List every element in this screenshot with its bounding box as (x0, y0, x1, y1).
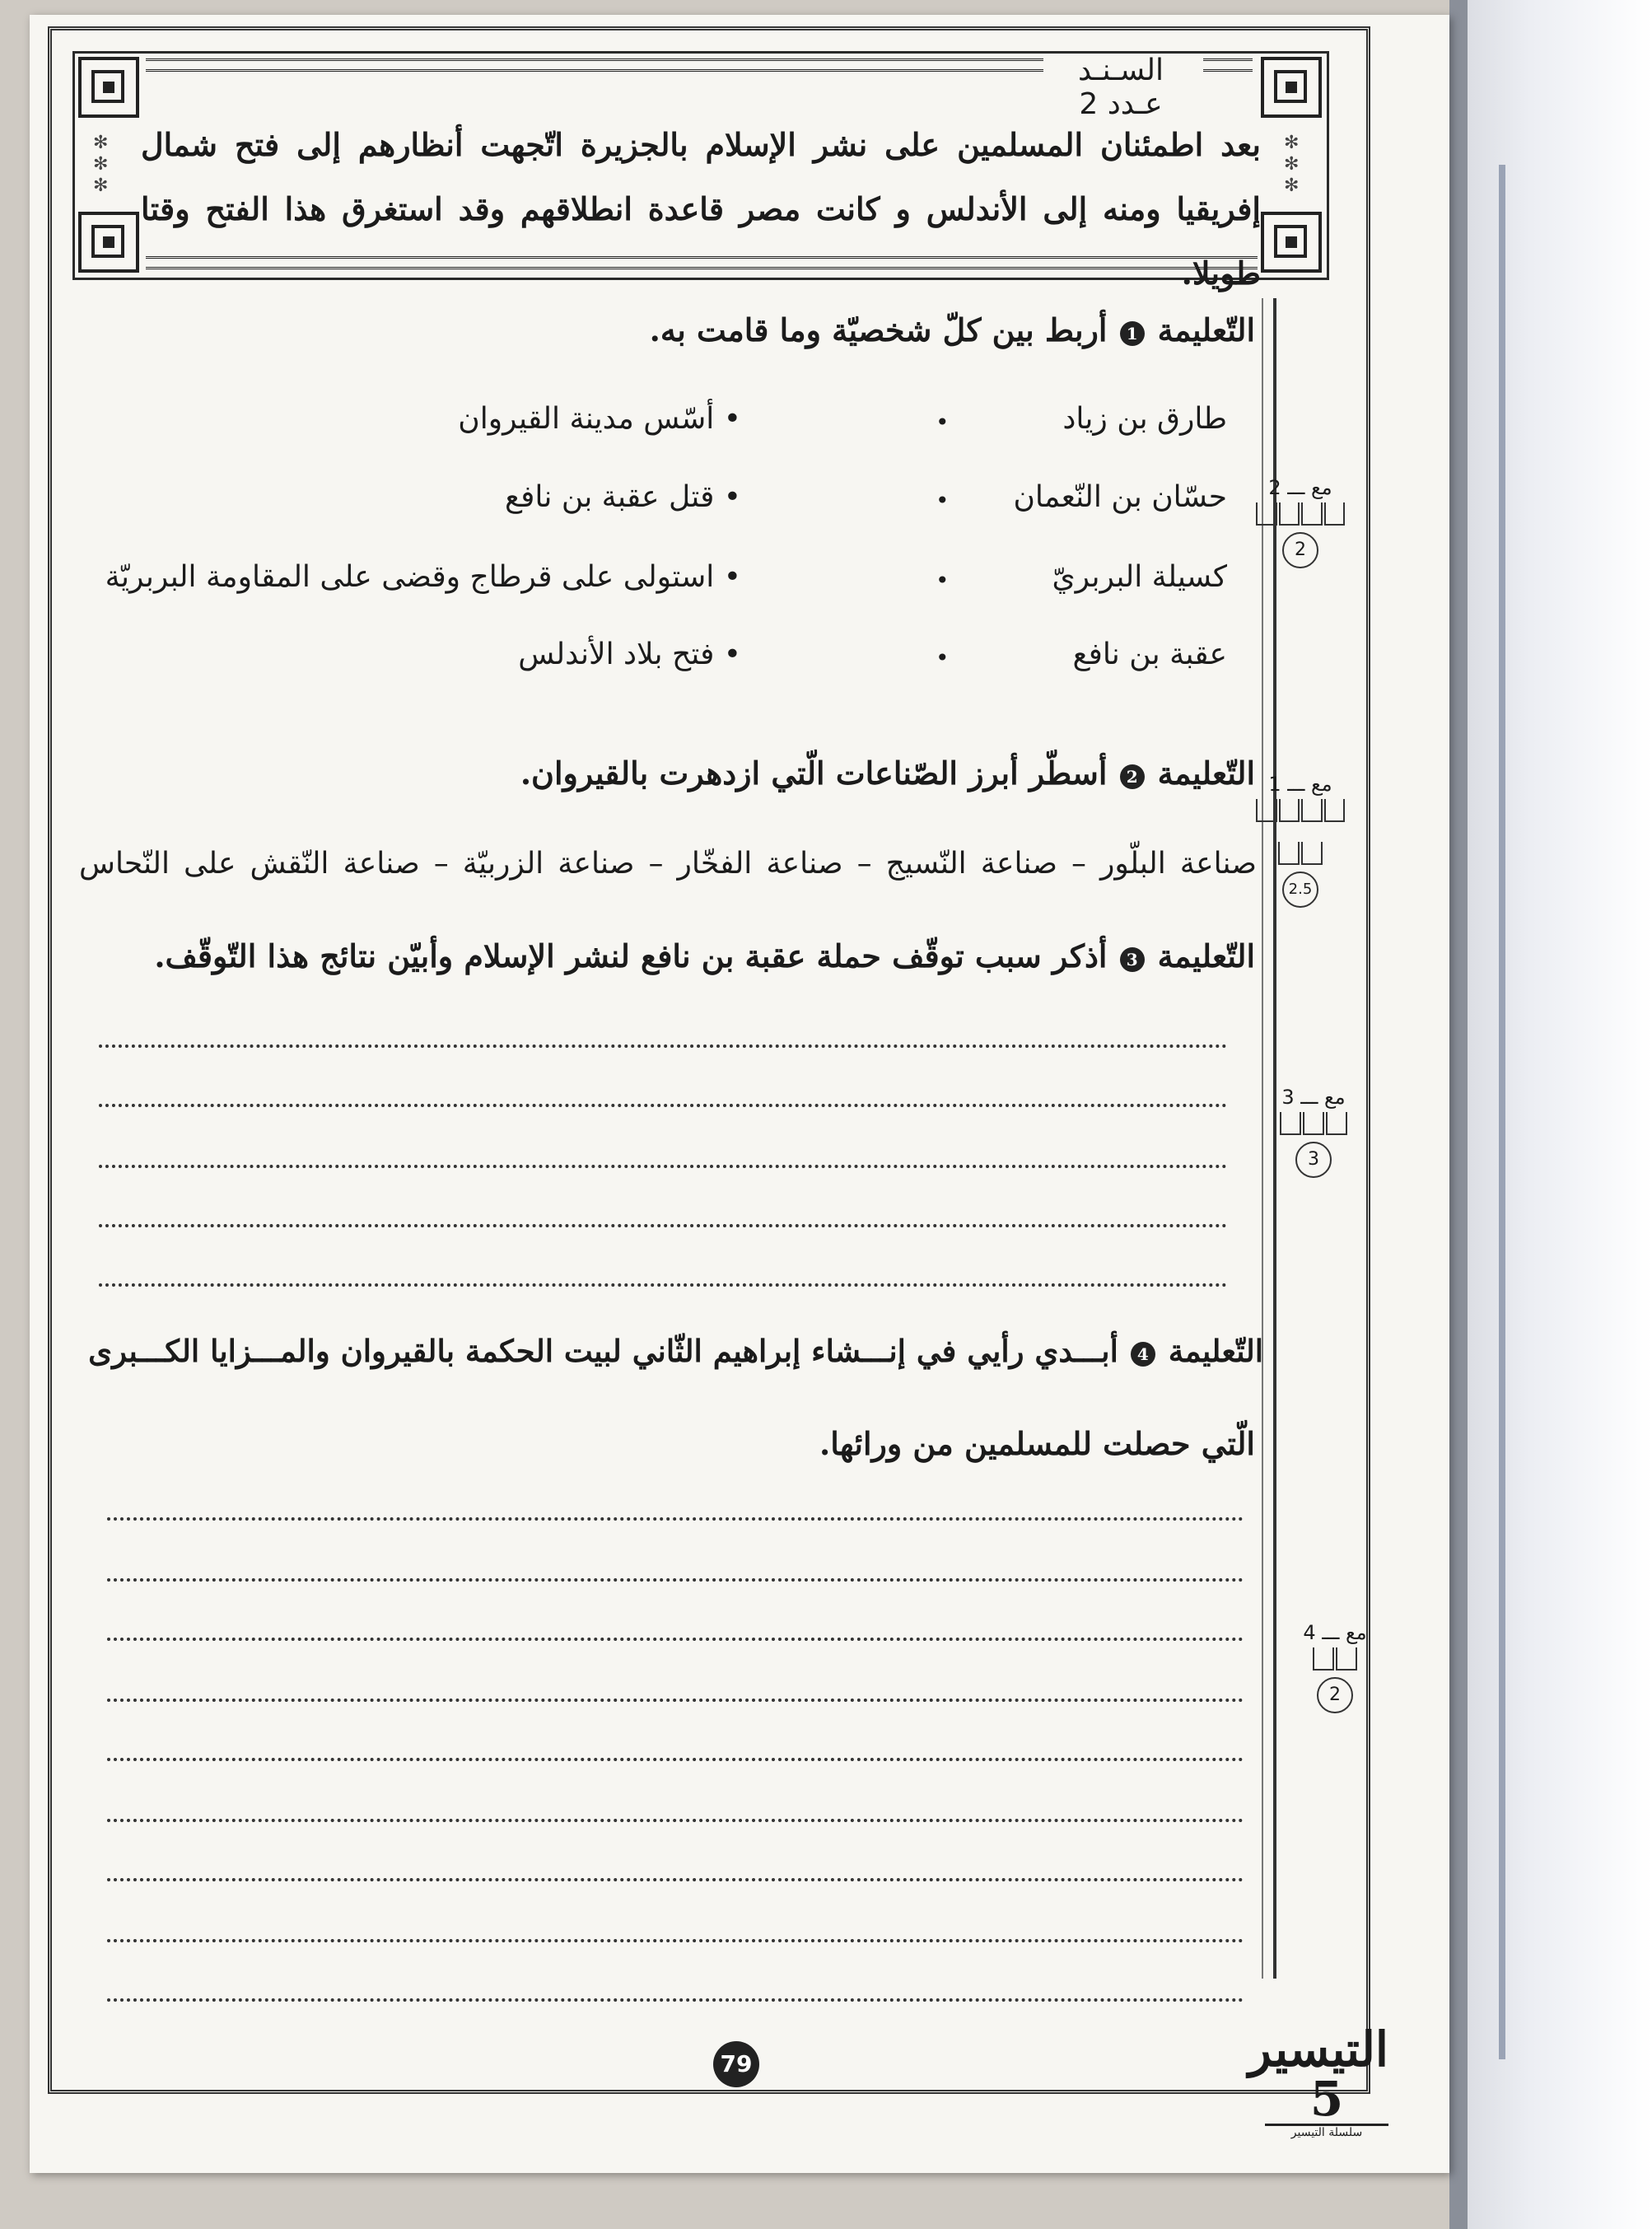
score-boxes (1255, 799, 1346, 822)
score-circle: 3 (1295, 1142, 1332, 1178)
action-item: • أسّس مدينة القيروان (458, 402, 741, 436)
source-passage: بعد اطمئنان المسلمين على نشر الإسلام بالجزيرة اتّجهت أنظارهم إلى فتح شمال إفريقيا ومنه إلى الأندلس و كانت مصر قاعدة انطلاقهم وقد استغرق هذا الفتح وقتا طويلا. (141, 126, 1261, 292)
instruction-2 (520, 755, 1255, 792)
instruction-text: أربط بين كلّ شخصيّة وما قامت به. (649, 311, 1108, 348)
instruction-1 (650, 311, 1255, 348)
match-point-icon[interactable]: • (936, 644, 950, 671)
criterion-label: مع ـــ 2 (1268, 476, 1332, 499)
criterion-box (1268, 1086, 1359, 1178)
answer-line[interactable] (107, 1758, 1244, 1761)
answer-line[interactable] (99, 1283, 1227, 1287)
instruction-text: أذكر سبب توقّف حملة عقبة بن نافع لنشر الإسلام وأبيّن نتائج هذا التّوقّف. (154, 937, 1108, 974)
ornament-knot-icon (1261, 57, 1322, 118)
star-ornament-icon: ✻ ✻ ✻ (93, 133, 109, 196)
person-item: عقبة بن نافع (1072, 638, 1227, 671)
instruction-label: التّعليمة (1157, 311, 1255, 348)
person-item: طارق بن زياد (1062, 402, 1227, 436)
score-boxes (1268, 1112, 1359, 1135)
criterion-label: مع ـــ 3 (1281, 1086, 1346, 1109)
instruction-4 (88, 1333, 1263, 1369)
answer-line[interactable] (99, 1224, 1227, 1227)
score-circle: 2 (1282, 532, 1318, 568)
score-circle: 2 (1317, 1677, 1353, 1713)
match-point-icon[interactable]: • (936, 567, 950, 594)
adjacent-page (1449, 0, 1652, 2229)
answer-line[interactable] (107, 1638, 1244, 1641)
answer-line[interactable] (107, 1878, 1244, 1881)
instruction-number-badge: 1 (1120, 321, 1145, 346)
page-edge (1449, 0, 1468, 2229)
instruction-number-badge: 3 (1120, 947, 1145, 972)
page-number: 79 (713, 2041, 759, 2087)
criterion-box (1290, 1621, 1380, 1713)
action-item: • استولى على قرطاج وقضى على المقاومة البربريّة (105, 560, 741, 594)
answer-line[interactable] (107, 1699, 1244, 1702)
instruction-4-continued: الّتي حصلت للمسلمين من ورائها. (819, 1425, 1255, 1462)
answer-line[interactable] (99, 1165, 1227, 1168)
page-stripe (1499, 165, 1505, 2059)
answer-line[interactable] (107, 1517, 1244, 1521)
ornament-knot-icon (78, 57, 139, 118)
worksheet-page (30, 15, 1449, 2173)
instruction-3 (154, 937, 1255, 974)
header-rule-top-right (1203, 58, 1253, 72)
series-logo (1248, 2021, 1388, 2139)
logo-subtitle: سلسلة التيسير (1265, 2124, 1388, 2139)
instruction-label: التّعليمة (1157, 755, 1255, 792)
header-rule-top-left (146, 58, 1043, 72)
answer-line[interactable] (99, 1044, 1227, 1048)
answer-line[interactable] (107, 1939, 1244, 1942)
score-boxes (1290, 1647, 1380, 1671)
action-item: • قتل عقبة بن نافع (505, 480, 741, 514)
match-point-icon[interactable]: • (936, 409, 950, 436)
logo-text: التيسير 5 (1248, 2021, 1388, 2127)
person-item: كسيلة البربريّ (1052, 560, 1227, 594)
ornament-knot-icon (1261, 212, 1322, 273)
instruction-number-badge: 4 (1131, 1342, 1155, 1367)
instruction-label: التّعليمة (1168, 1333, 1263, 1369)
instruction-label: التّعليمة (1157, 937, 1255, 974)
answer-line[interactable] (99, 1104, 1227, 1107)
criterion-box (1255, 773, 1346, 908)
criterion-label: مع ـــ 4 (1303, 1621, 1367, 1644)
star-ornament-icon: ✻ ✻ ✻ (1284, 133, 1300, 196)
instruction-text: أبـــدي رأيي في إنـــشاء إبراهيم الثّاني لبيت الحكمة بالقيروان والمـــزايا الكـــبرى (88, 1333, 1118, 1369)
score-boxes (1255, 502, 1346, 526)
source-title: السـنـد عـدد 2 (1047, 54, 1195, 121)
person-item: حسّان بن النّعمان (1013, 480, 1227, 514)
action-item: • فتح بلاد الأندلس (518, 638, 741, 671)
criterion-label: مع ـــ 1 (1268, 773, 1332, 796)
score-circle: 2.5 (1282, 872, 1318, 908)
match-point-icon[interactable]: • (936, 487, 950, 514)
answer-line[interactable] (107, 1819, 1244, 1822)
criterion-box (1255, 476, 1346, 568)
instruction-text: أسطّر أبرز الصّناعات الّتي ازدهرت بالقيروان. (520, 755, 1108, 792)
score-boxes (1255, 842, 1346, 865)
industries-answer: صناعة البلّور – صناعة النّسيج – صناعة الفخّار – صناعة الزربيّة – صناعة النّقش على النّحاس (79, 847, 1257, 881)
instruction-number-badge: 2 (1120, 764, 1145, 789)
ornament-knot-icon (78, 212, 139, 273)
source-box (72, 51, 1329, 292)
answer-line[interactable] (107, 1578, 1244, 1582)
answer-line[interactable] (107, 1998, 1244, 2002)
